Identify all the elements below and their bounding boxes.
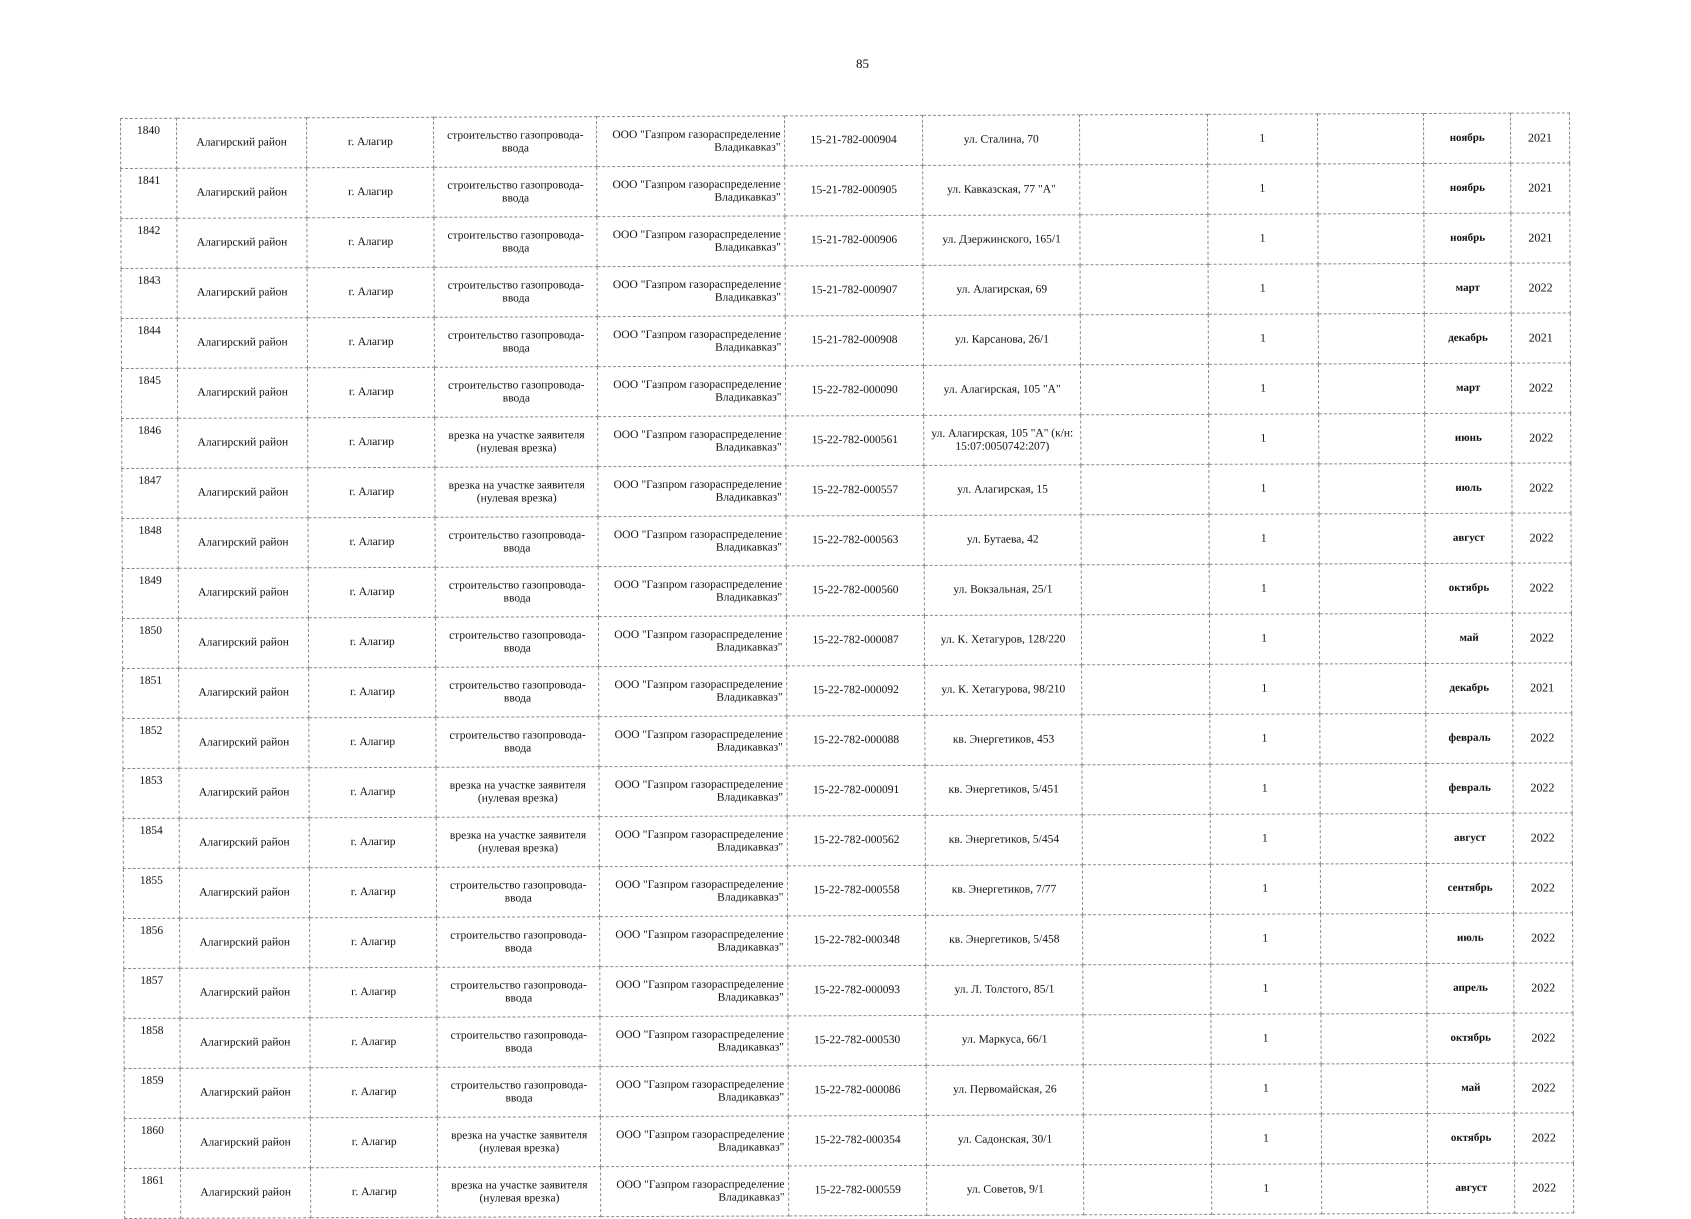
address-cell: ул. Бутаева, 42	[924, 515, 1082, 566]
empty-cell	[1080, 164, 1207, 214]
year-cell: 2022	[1513, 813, 1572, 863]
organization-cell: ООО "Газпром газораспределение Владикавказ"	[599, 666, 787, 717]
empty-cell	[1317, 163, 1424, 213]
page-number: 85	[856, 56, 869, 71]
address-cell: кв. Энергетиков, 5/458	[925, 915, 1083, 966]
quantity-cell: 1	[1210, 814, 1320, 864]
city-cell: г. Алагир	[307, 217, 434, 267]
district-cell: Алагирский район	[180, 1168, 310, 1218]
address-cell: ул. Сталина, 70	[922, 115, 1080, 166]
application-code-cell: 15-22-782-000561	[786, 415, 924, 466]
address-cell: ул. Л. Толстого, 85/1	[926, 965, 1084, 1016]
row-number: 1860	[124, 1118, 180, 1168]
address-cell: ул. Вокзальная, 25/1	[924, 565, 1082, 616]
district-cell: Алагирский район	[178, 618, 308, 668]
district-cell: Алагирский район	[176, 118, 306, 168]
row-number: 1843	[121, 268, 177, 318]
city-cell: г. Алагир	[308, 567, 435, 617]
empty-cell	[1082, 614, 1209, 664]
application-code-cell: 15-22-782-000557	[786, 465, 924, 516]
empty-cell	[1319, 613, 1426, 663]
quantity-cell: 1	[1207, 164, 1317, 214]
address-cell: ул. Алагирская, 15	[924, 465, 1082, 516]
organization-cell: ООО "Газпром газораспределение Владикавказ"	[601, 1116, 789, 1167]
empty-cell	[1321, 1063, 1428, 1113]
address-cell: ул. Карсанова, 26/1	[923, 315, 1081, 366]
row-number: 1840	[121, 118, 177, 168]
table-row	[124, 1013, 1573, 1069]
month-cell: июнь	[1425, 413, 1512, 463]
work-type-cell: строительство газопровода-ввода	[434, 267, 597, 318]
application-code-cell: 15-22-782-000562	[788, 815, 926, 866]
empty-cell	[1320, 963, 1427, 1013]
organization-cell: ООО "Газпром газораспределение Владикавказ"	[600, 916, 788, 967]
table-row	[122, 613, 1571, 669]
quantity-cell: 1	[1210, 914, 1320, 964]
organization-cell: ООО "Газпром газораспределение Владикавказ"	[600, 966, 788, 1017]
year-cell: 2021	[1512, 663, 1571, 713]
table-body	[121, 113, 1574, 1219]
month-cell: июль	[1427, 913, 1514, 963]
month-cell: март	[1424, 263, 1511, 313]
year-cell: 2022	[1514, 1163, 1573, 1213]
address-cell: кв. Энергетиков, 5/454	[925, 815, 1083, 866]
work-type-cell: строительство газопровода-ввода	[437, 867, 600, 918]
organization-cell: ООО "Газпром газораспределение Владикавказ"	[597, 116, 785, 167]
month-cell: апрель	[1427, 963, 1514, 1013]
row-number: 1855	[123, 868, 179, 918]
district-cell: Алагирский район	[179, 768, 309, 818]
year-cell: 2022	[1514, 963, 1573, 1013]
month-cell: сентябрь	[1427, 863, 1514, 913]
row-number: 1848	[122, 518, 178, 568]
organization-cell: ООО "Газпром газораспределение Владикавказ"	[597, 166, 785, 217]
work-type-cell: строительство газопровода-ввода	[434, 117, 597, 168]
month-cell: май	[1426, 613, 1513, 663]
work-type-cell: врезка на участке заявителя (нулевая врезка)	[435, 417, 598, 468]
city-cell: г. Алагир	[310, 967, 437, 1017]
year-cell: 2022	[1514, 1013, 1573, 1063]
quantity-cell: 1	[1209, 514, 1319, 564]
row-number: 1859	[124, 1068, 180, 1118]
empty-cell	[1084, 1064, 1211, 1114]
quantity-cell: 1	[1210, 864, 1320, 914]
organization-cell: ООО "Газпром газораспределение Владикавказ"	[597, 266, 785, 317]
quantity-cell: 1	[1211, 1064, 1321, 1114]
empty-cell	[1082, 664, 1209, 714]
organization-cell: ООО "Газпром газораспределение Владикавказ"	[598, 516, 786, 567]
organization-cell: ООО "Газпром газораспределение Владикавказ"	[600, 1066, 788, 1117]
table-row	[124, 913, 1573, 969]
district-cell: Алагирский район	[180, 1068, 310, 1118]
address-cell: ул. Алагирская, 105 "А"	[923, 365, 1081, 416]
application-code-cell: 15-21-782-000904	[785, 115, 923, 166]
table-row	[122, 413, 1571, 469]
row-number: 1850	[122, 618, 178, 668]
organization-cell: ООО "Газпром газораспределение Владикавказ"	[599, 616, 787, 667]
work-type-cell: строительство газопровода-ввода	[436, 717, 599, 768]
application-code-cell: 15-22-782-000090	[786, 365, 924, 416]
application-code-cell: 15-22-782-000558	[788, 865, 926, 916]
district-cell: Алагирский район	[179, 818, 309, 868]
organization-cell: ООО "Газпром газораспределение Владикавказ"	[599, 816, 787, 867]
table-row	[123, 763, 1572, 819]
city-cell: г. Алагир	[309, 817, 436, 867]
district-cell: Алагирский район	[177, 218, 307, 268]
table-row	[121, 213, 1570, 269]
quantity-cell: 1	[1210, 764, 1320, 814]
address-cell: ул. Алагирская, 105 "А" (к/н: 15:07:0050742:207)	[923, 415, 1081, 466]
application-code-cell: 15-21-782-000905	[785, 165, 923, 216]
city-cell: г. Алагир	[309, 717, 436, 767]
empty-cell	[1321, 1163, 1428, 1213]
work-type-cell: строительство газопровода-ввода	[435, 367, 598, 418]
month-cell: июль	[1425, 463, 1512, 513]
quantity-cell: 1	[1208, 364, 1318, 414]
row-number: 1845	[121, 368, 177, 418]
district-cell: Алагирский район	[180, 1018, 310, 1068]
gas-connection-table	[120, 112, 1574, 1219]
organization-cell: ООО "Газпром газораспределение Владикавказ"	[601, 1166, 789, 1217]
empty-cell	[1083, 814, 1210, 864]
district-cell: Алагирский район	[178, 468, 308, 518]
city-cell: г. Алагир	[311, 1167, 438, 1217]
organization-cell: ООО "Газпром газораспределение Владикавказ"	[597, 216, 785, 267]
table-row	[121, 313, 1570, 369]
table-row	[123, 663, 1572, 719]
empty-cell	[1082, 714, 1209, 764]
quantity-cell: 1	[1208, 214, 1318, 264]
month-cell: март	[1425, 363, 1512, 413]
table-row	[123, 713, 1572, 769]
address-cell: ул. К. Хетагуров, 128/220	[924, 615, 1082, 666]
empty-cell	[1318, 413, 1425, 463]
district-cell: Алагирский район	[179, 868, 309, 918]
district-cell: Алагирский район	[178, 518, 308, 568]
empty-cell	[1321, 1013, 1428, 1063]
work-type-cell: строительство газопровода-ввода	[437, 917, 600, 968]
empty-cell	[1081, 414, 1208, 464]
work-type-cell: строительство газопровода-ввода	[434, 167, 597, 218]
year-cell: 2021	[1511, 163, 1570, 213]
empty-cell	[1317, 113, 1424, 163]
city-cell: г. Алагир	[308, 417, 435, 467]
organization-cell: ООО "Газпром газораспределение Владикавказ"	[600, 866, 788, 917]
work-type-cell: строительство газопровода-ввода	[435, 517, 598, 568]
row-number: 1842	[121, 218, 177, 268]
address-cell: кв. Энергетиков, 453	[925, 715, 1083, 766]
work-type-cell: врезка на участке заявителя (нулевая врезка)	[438, 1117, 601, 1168]
empty-cell	[1081, 364, 1208, 414]
work-type-cell: строительство газопровода-ввода	[435, 317, 598, 368]
application-code-cell: 15-22-782-000091	[787, 765, 925, 816]
city-cell: г. Алагир	[308, 467, 435, 517]
month-cell: ноябрь	[1424, 213, 1511, 263]
empty-cell	[1082, 564, 1209, 614]
district-cell: Алагирский район	[177, 168, 307, 218]
work-type-cell: строительство газопровода-ввода	[437, 1017, 600, 1068]
table-row	[124, 1063, 1573, 1119]
address-cell: ул. К. Хетагурова, 98/210	[924, 665, 1082, 716]
row-number: 1856	[124, 918, 180, 968]
city-cell: г. Алагир	[310, 1017, 437, 1067]
table-row	[121, 363, 1570, 419]
month-cell: ноябрь	[1424, 163, 1511, 213]
table-row	[123, 863, 1572, 919]
year-cell: 2022	[1512, 463, 1571, 513]
empty-cell	[1083, 1014, 1210, 1064]
address-cell: ул. Алагирская, 69	[923, 265, 1081, 316]
district-cell: Алагирский район	[179, 718, 309, 768]
empty-cell	[1081, 264, 1208, 314]
application-code-cell: 15-21-782-000906	[785, 215, 923, 266]
table-row	[122, 513, 1571, 569]
work-type-cell: строительство газопровода-ввода	[436, 617, 599, 668]
application-code-cell: 15-22-782-000354	[789, 1115, 927, 1166]
district-cell: Алагирский район	[179, 668, 309, 718]
table-row	[122, 563, 1571, 619]
year-cell: 2022	[1514, 1063, 1573, 1113]
year-cell: 2022	[1512, 413, 1571, 463]
table-row	[124, 1113, 1573, 1169]
empty-cell	[1318, 313, 1425, 363]
city-cell: г. Алагир	[308, 517, 435, 567]
application-code-cell: 15-22-782-000559	[789, 1165, 927, 1216]
quantity-cell: 1	[1210, 964, 1320, 1014]
city-cell: г. Алагир	[307, 267, 434, 317]
row-number: 1849	[122, 568, 178, 618]
address-cell: ул. Маркуса, 66/1	[926, 1015, 1084, 1066]
address-cell: ул. Садонская, 30/1	[926, 1115, 1084, 1166]
row-number: 1847	[122, 468, 178, 518]
district-cell: Алагирский район	[180, 1118, 310, 1168]
application-code-cell: 15-22-782-000088	[787, 715, 925, 766]
district-cell: Алагирский район	[178, 418, 308, 468]
city-cell: г. Алагир	[310, 1067, 437, 1117]
month-cell: май	[1428, 1063, 1515, 1113]
address-cell: ул. Дзержинского, 165/1	[923, 215, 1081, 266]
district-cell: Алагирский район	[177, 318, 307, 368]
year-cell: 2021	[1511, 313, 1570, 363]
table-row	[121, 113, 1570, 169]
table-row	[125, 1163, 1574, 1219]
table-row	[124, 963, 1573, 1019]
month-cell: октябрь	[1427, 1013, 1514, 1063]
quantity-cell: 1	[1211, 1114, 1321, 1164]
empty-cell	[1320, 813, 1427, 863]
address-cell: ул. Кавказская, 77 "А"	[922, 165, 1080, 216]
quantity-cell: 1	[1208, 314, 1318, 364]
address-cell: кв. Энергетиков, 5/451	[925, 765, 1083, 816]
application-code-cell: 15-21-782-000907	[785, 265, 923, 316]
year-cell: 2021	[1511, 213, 1570, 263]
year-cell: 2022	[1514, 1113, 1573, 1163]
organization-cell: ООО "Газпром газораспределение Владикавказ"	[599, 766, 787, 817]
city-cell: г. Алагир	[309, 767, 436, 817]
empty-cell	[1320, 913, 1427, 963]
work-type-cell: врезка на участке заявителя (нулевая врезка)	[435, 467, 598, 518]
row-number: 1851	[123, 668, 179, 718]
quantity-cell: 1	[1208, 264, 1318, 314]
empty-cell	[1317, 213, 1424, 263]
table-row	[123, 813, 1572, 869]
empty-cell	[1082, 514, 1209, 564]
row-number: 1844	[121, 318, 177, 368]
address-cell: кв. Энергетиков, 7/77	[925, 865, 1083, 916]
empty-cell	[1081, 314, 1208, 364]
year-cell: 2022	[1511, 363, 1570, 413]
district-cell: Алагирский район	[177, 368, 307, 418]
year-cell: 2022	[1512, 563, 1571, 613]
district-cell: Алагирский район	[180, 918, 310, 968]
application-code-cell: 15-22-782-000093	[788, 965, 926, 1016]
work-type-cell: врезка на участке заявителя (нулевая врезка)	[438, 1167, 601, 1218]
month-cell: август	[1428, 1163, 1515, 1213]
month-cell: ноябрь	[1424, 113, 1511, 163]
district-cell: Алагирский район	[177, 268, 307, 318]
empty-cell	[1318, 263, 1425, 313]
month-cell: октябрь	[1428, 1113, 1515, 1163]
month-cell: декабрь	[1425, 313, 1512, 363]
month-cell: октябрь	[1426, 563, 1513, 613]
gas-connection-table-wrap	[120, 118, 1570, 1219]
application-code-cell: 15-22-782-000086	[789, 1065, 927, 1116]
work-type-cell: врезка на участке заявителя (нулевая врезка)	[436, 767, 599, 818]
empty-cell	[1319, 713, 1426, 763]
quantity-cell: 1	[1211, 1164, 1321, 1214]
month-cell: август	[1427, 813, 1514, 863]
city-cell: г. Алагир	[307, 167, 434, 217]
year-cell: 2022	[1513, 863, 1572, 913]
empty-cell	[1320, 863, 1427, 913]
empty-cell	[1081, 464, 1208, 514]
quantity-cell: 1	[1209, 664, 1319, 714]
organization-cell: ООО "Газпром газораспределение Владикавказ"	[600, 1016, 788, 1067]
empty-cell	[1319, 513, 1426, 563]
table-row	[121, 263, 1570, 319]
city-cell: г. Алагир	[310, 917, 437, 967]
work-type-cell: врезка на участке заявителя (нулевая врезка)	[437, 817, 600, 868]
empty-cell	[1083, 914, 1210, 964]
quantity-cell: 1	[1209, 714, 1319, 764]
city-cell: г. Алагир	[309, 667, 436, 717]
row-number: 1841	[121, 168, 177, 218]
application-code-cell: 15-22-782-000530	[788, 1015, 926, 1066]
table-row	[121, 163, 1570, 219]
organization-cell: ООО "Газпром газораспределение Владикавказ"	[598, 416, 786, 467]
work-type-cell: строительство газопровода-ввода	[438, 1067, 601, 1118]
month-cell: август	[1425, 513, 1512, 563]
year-cell: 2021	[1510, 113, 1569, 163]
application-code-cell: 15-22-782-000563	[786, 515, 924, 566]
quantity-cell: 1	[1207, 114, 1317, 164]
city-cell: г. Алагир	[309, 617, 436, 667]
month-cell: февраль	[1426, 763, 1513, 813]
empty-cell	[1318, 363, 1425, 413]
city-cell: г. Алагир	[308, 367, 435, 417]
empty-cell	[1320, 763, 1427, 813]
empty-cell	[1084, 1114, 1211, 1164]
month-cell: декабрь	[1426, 663, 1513, 713]
empty-cell	[1084, 1164, 1211, 1214]
city-cell: г. Алагир	[311, 1117, 438, 1167]
city-cell: г. Алагир	[307, 317, 434, 367]
organization-cell: ООО "Газпром газораспределение Владикавказ"	[598, 566, 786, 617]
empty-cell	[1321, 1113, 1428, 1163]
year-cell: 2022	[1511, 263, 1570, 313]
row-number: 1861	[125, 1168, 181, 1218]
organization-cell: ООО "Газпром газораспределение Владикавказ"	[598, 366, 786, 417]
application-code-cell: 15-21-782-000908	[786, 315, 924, 366]
work-type-cell: строительство газопровода-ввода	[436, 667, 599, 718]
row-number: 1858	[124, 1018, 180, 1068]
year-cell: 2022	[1512, 613, 1571, 663]
address-cell: ул. Первомайская, 26	[926, 1065, 1084, 1116]
organization-cell: ООО "Газпром газораспределение Владикавказ"	[599, 716, 787, 767]
application-code-cell: 15-22-782-000348	[788, 915, 926, 966]
quantity-cell: 1	[1211, 1014, 1321, 1064]
address-cell: ул. Советов, 9/1	[926, 1165, 1084, 1216]
work-type-cell: строительство газопровода-ввода	[434, 217, 597, 268]
district-cell: Алагирский район	[180, 968, 310, 1018]
year-cell: 2022	[1513, 763, 1572, 813]
organization-cell: ООО "Газпром газораспределение Владикавказ"	[597, 316, 785, 367]
quantity-cell: 1	[1209, 614, 1319, 664]
empty-cell	[1318, 463, 1425, 513]
city-cell: г. Алагир	[310, 867, 437, 917]
organization-cell: ООО "Газпром газораспределение Владикавказ"	[598, 466, 786, 517]
year-cell: 2022	[1512, 513, 1571, 563]
row-number: 1852	[123, 718, 179, 768]
year-cell: 2022	[1513, 913, 1572, 963]
row-number: 1853	[123, 768, 179, 818]
empty-cell	[1083, 964, 1210, 1014]
empty-cell	[1319, 563, 1426, 613]
row-number: 1854	[123, 818, 179, 868]
quantity-cell: 1	[1209, 564, 1319, 614]
application-code-cell: 15-22-782-000092	[787, 665, 925, 716]
quantity-cell: 1	[1208, 414, 1318, 464]
work-type-cell: строительство газопровода-ввода	[437, 967, 600, 1018]
year-cell: 2022	[1513, 713, 1572, 763]
empty-cell	[1082, 764, 1209, 814]
quantity-cell: 1	[1209, 464, 1319, 514]
district-cell: Алагирский район	[178, 568, 308, 618]
empty-cell	[1080, 114, 1207, 164]
month-cell: февраль	[1426, 713, 1513, 763]
empty-cell	[1319, 663, 1426, 713]
row-number: 1857	[124, 968, 180, 1018]
table-row	[122, 463, 1571, 519]
application-code-cell: 15-22-782-000560	[787, 565, 925, 616]
empty-cell	[1083, 864, 1210, 914]
work-type-cell: строительство газопровода-ввода	[436, 567, 599, 618]
row-number: 1846	[122, 418, 178, 468]
application-code-cell: 15-22-782-000087	[787, 615, 925, 666]
empty-cell	[1080, 214, 1207, 264]
city-cell: г. Алагир	[307, 117, 434, 167]
